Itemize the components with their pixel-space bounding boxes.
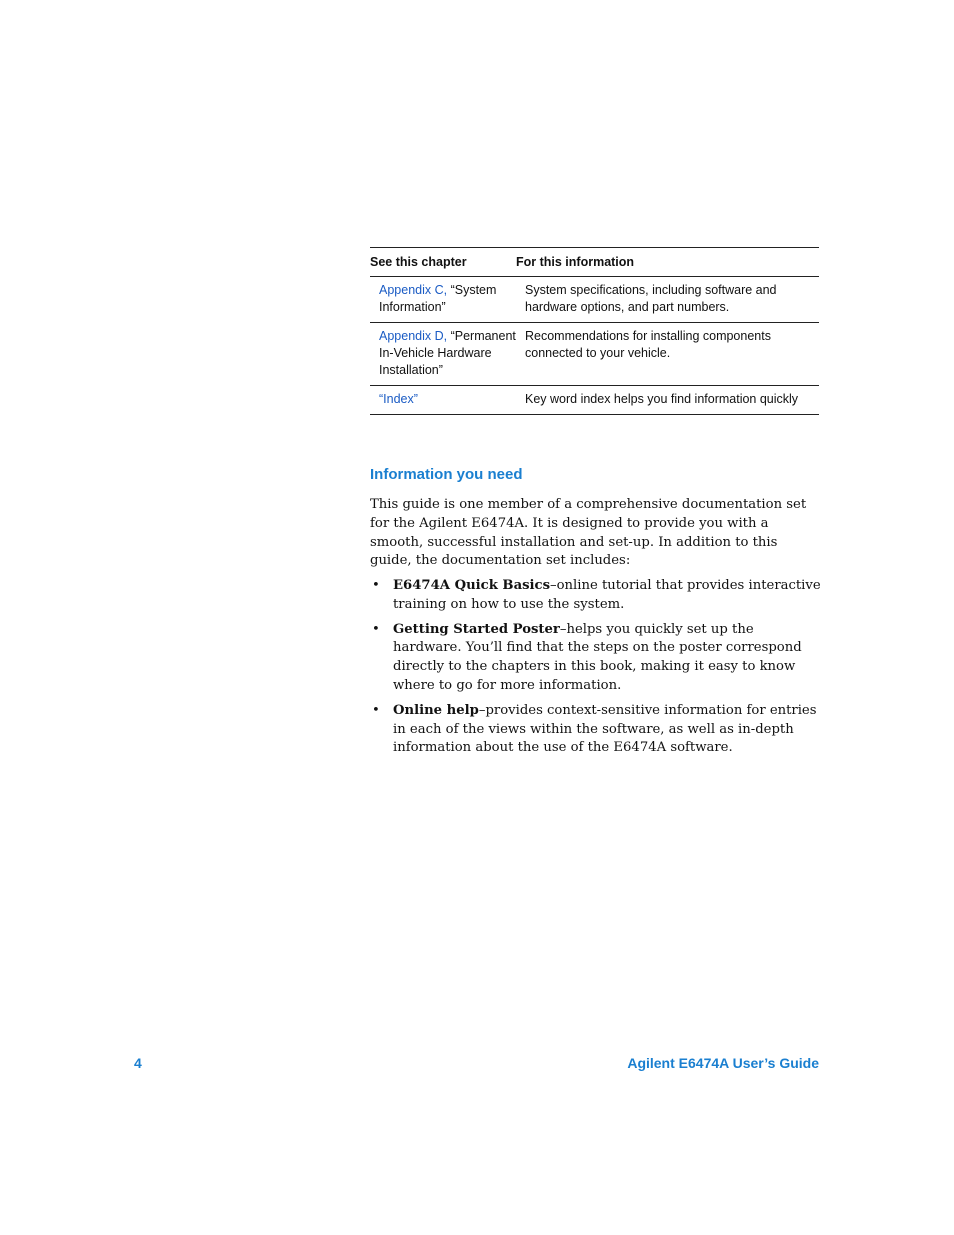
chapter-cell (370, 391, 516, 408)
chapter-cell (370, 328, 516, 379)
list-item-text: –helps you quickly set up the hardware. You’ll find that the steps on the poster correspond directly to the chapters in this book, making it easy to know where to go for more information. (393, 621, 802, 693)
chapter-cell (370, 282, 516, 316)
list-item-text: –online tutorial that provides interactive training on how to use the system. (393, 578, 821, 612)
appendix-d-link[interactable]: Appendix D, (379, 329, 448, 343)
table-row (370, 386, 819, 415)
bullet-marker: • (372, 702, 380, 718)
list-item-text: –provides context-sensitive information for entries in each of the views within the software, as well as in-depth information about the use of the E6474A software. (393, 702, 817, 756)
index-link[interactable]: “Index” (379, 392, 418, 406)
section-heading: Information you need (370, 466, 523, 483)
information-cell: System specifications, including software and hardware options, and part numbers. (525, 283, 777, 314)
table-row (370, 323, 819, 386)
list-item-title: E6474A Quick Basics (393, 578, 551, 593)
column-header-information: For this information (516, 254, 635, 269)
information-cell: Key word index helps you find information quickly (525, 392, 799, 406)
list-item-title: Getting Started Poster (393, 621, 560, 637)
intro-paragraph: This guide is one member of a comprehensive documentation set for the Agilent E6474A. It is designed to provide you with a smooth, successful installation and set-up. In addition to this guide, the documentation set includes: (370, 497, 807, 569)
bullet-marker: • (372, 621, 380, 637)
table-row (370, 277, 819, 323)
table-header-row (370, 248, 819, 277)
list-item (370, 621, 822, 696)
information-cell: Recommendations for installing components connected to your vehicle. (525, 329, 771, 360)
list-item (370, 577, 822, 615)
documentation-list (370, 577, 822, 764)
chapter-reference-table (370, 247, 819, 415)
guide-title: Agilent E6474A User’s Guide (627, 1055, 819, 1071)
chapter-title: “Permanent In-Vehicle Hardware Installation” (379, 329, 516, 377)
list-item-title: Online help (393, 702, 479, 718)
chapter-title: “System Information” (379, 283, 497, 314)
appendix-c-link[interactable]: Appendix C, (379, 283, 448, 297)
list-item (370, 702, 822, 758)
bullet-marker: • (372, 578, 380, 593)
page-number: 4 (134, 1055, 142, 1071)
column-header-chapter: See this chapter (370, 254, 467, 269)
